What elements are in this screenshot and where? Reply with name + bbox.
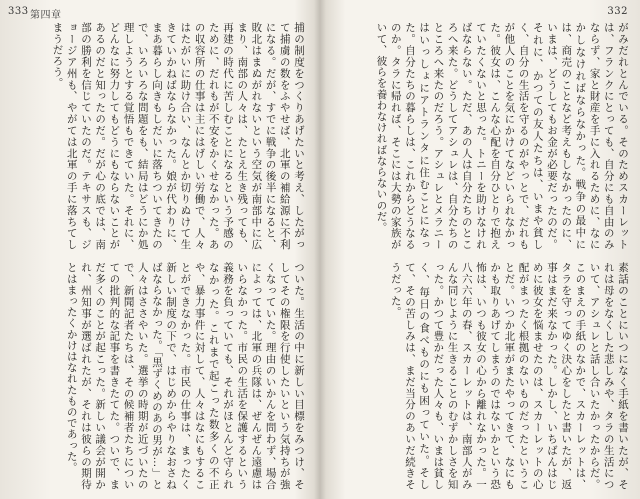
- right-upper-text-block: がみだれとんでいる。そのためスカーレットは、フランクにとっても、自分にも自由のみならず、家と財産を手に入れるために、なにかしなければならなかった。戦争の最中には、商売のことなど考えもしなかったのに、いまは、どうしてもお金が必要だったのだ。それに、かつての友人たちは、いまや貧しく、自分の生活を守るのがやっとで、だれもが他人のことを気にかけてなどいられなかった。彼女は、こんな心配を自分ひとりで抱えていたくないと思った。トニーを助けなければならない。ただ、あの人は自分たちのところへ来た。どうしてアシュレは、自分たちのところへ来たのだろう。アシュレとメラニーはいっしょにアトランタに住むことになった。自分たちの暮らしは、これからどうなるのか。タラに帰れば、そこには大勢の家族がいて、彼らを養わなければならないのだ。: [375, 22, 629, 250]
- right-lower-text-block: 素話のことにいつになく手紙を書いたが、それは母をなくした悲しみや、タラの生活について、アシュレと話し合いたかったからだ。このまえの手紙のなかで、スカーレットは、タラを守ってゆく決心をしたと書いたが、返事はまだ来なかった。しかし、いちばんはじめに彼女を悩ませたのは、スカーレットの心配がまったく根拠のないものだったということだ。いつか北軍がまたやってきて、なにもかも取りあげてしまうのではないかという恐怖は、いつも彼女の心から離れなかった。一八六六年の春、スカーレットは、南部人がみんな同じように生きることのむずかしさを知った。かつて豊かだった人々も、いまは貧しく、毎日の食べものにも困っていた。そして、その苦しみは、まだ当分のあいだ続きそうだった。: [389, 262, 629, 490]
- chapter-heading: 第四章: [30, 10, 62, 21]
- left-lower-text-block: ついた。生活の中に新しい目標をみつけ、そしてその権限を行使したいという気持ちが強くなっていた。理由のいかんを問わず、場合によっては、北軍の兵隊は、ぜんぜん遠慮はいらなかった。市民の生活を保護するという義務を負っていても、それがほとんど守られなかった。これまで起こった数多くの不正や、暴力事件に対して、人々はなにもすることができなかった。市民の仕事は、まったく新しい制度の下で、はじめからやりなおさねばならなかった。「黒ずくめのあの男が…」と人々はささやいた。選挙の時期が近づいたので、新聞記者たちは、その候補者たちについての批判的な記事を書きたてた。ついで、まだ多くのことが起こった。新しい議会が開かれ、州知事が選ばれたが、それは彼らの期待とはまったくかけはなれたものであった。: [65, 262, 305, 490]
- left-page-number: 333: [8, 6, 29, 17]
- right-page: [322, 0, 640, 499]
- right-page-number: 332: [607, 6, 628, 17]
- left-upper-text-block: 捕の制度をつくりあげたいと考え、したがって捕虜の数をふやせば、北軍の補給源に不利になる。だが、すでに戦争の後半になると、敗北はまぬがれないという空気が南部中に広まり、南部の人々は、たとえ生き残っても、再建の時代に苦しむことになるという予感のために、だれもが不安をかくせなかった。あの収容所の仕事は主にはげしい労働で、人々はたがいに助け合い、なんとか切りぬけて生きていかねばならなかった。娘が代わりに、まあ暮らし向きもしだいに落ちついてきたので、いろいろな問題をも、結局はどうにか処理しようとする覚悟もできていた。それに、どんなに努力してもどうにもならないことがあるのだと知ったのだ。だが心の底では、南部の勝利を信じていたのだ。テキサスも、ジョージア州も、やがては北軍の手に落ちてしまうだろう。: [51, 22, 305, 250]
- left-page: [0, 0, 318, 499]
